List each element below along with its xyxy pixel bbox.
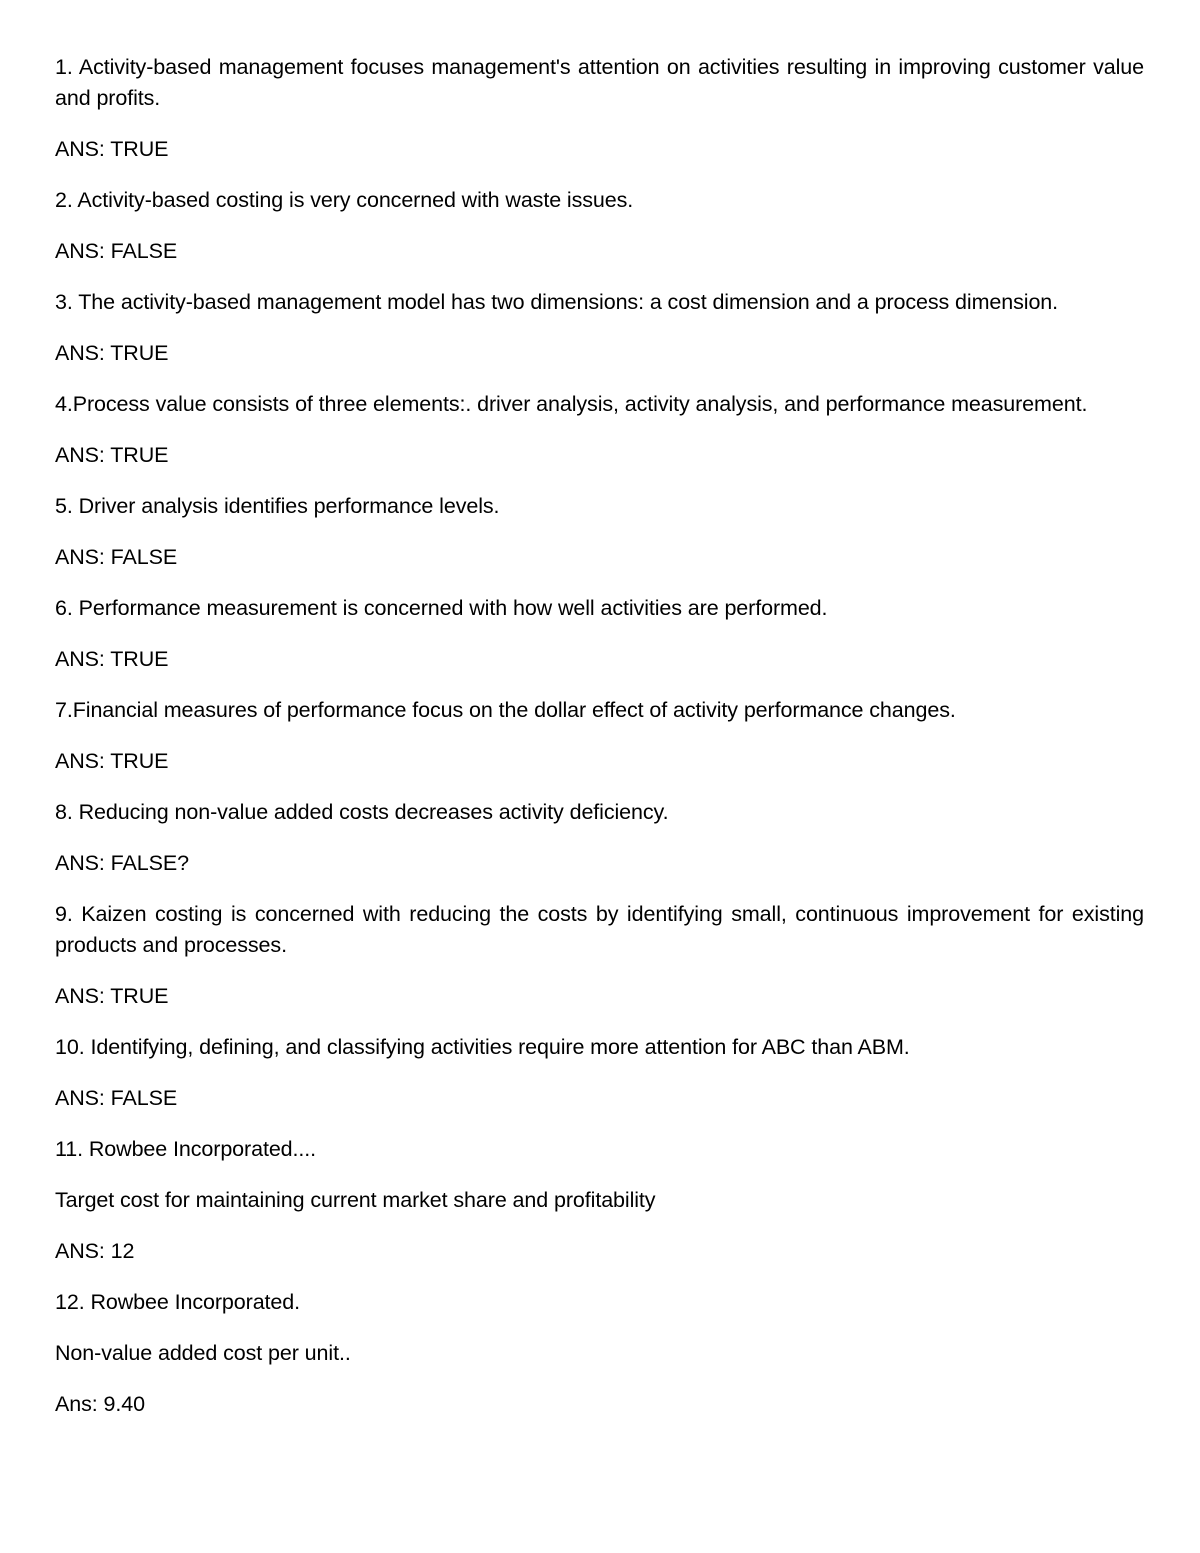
question-2: 2. Activity-based costing is very concerned with waste issues.: [55, 188, 634, 212]
question-8: 8. Reducing non-value added costs decreases activity deficiency.: [55, 800, 669, 824]
question-6: 6. Performance measurement is concerned with how well activities are performed.: [55, 596, 828, 620]
question-9: 9. Kaizen costing is concerned with reducing the costs by identifying small, continuous improvement for existing products and processes.: [55, 902, 1144, 957]
answer-9: ANS: TRUE: [55, 984, 169, 1008]
answer-3: ANS: TRUE: [55, 341, 169, 365]
document-page: [55, 52, 1144, 1440]
question-10: 10. Identifying, defining, and classifying activities require more attention for ABC than ABM.: [55, 1035, 910, 1059]
answer-12: Ans: 9.40: [55, 1392, 145, 1416]
answer-4: ANS: TRUE: [55, 443, 169, 467]
answer-8: ANS: FALSE?: [55, 851, 189, 875]
answer-6: ANS: TRUE: [55, 647, 169, 671]
question-12: 12. Rowbee Incorporated.: [55, 1290, 301, 1314]
question-11: 11. Rowbee Incorporated....: [55, 1137, 317, 1161]
answer-7: ANS: TRUE: [55, 749, 169, 773]
question-5: 5. Driver analysis identifies performance levels.: [55, 494, 500, 518]
question-12-detail: Non-value added cost per unit..: [55, 1341, 351, 1365]
answer-10: ANS: FALSE: [55, 1086, 178, 1110]
question-7: 7.Financial measures of performance focus on the dollar effect of activity performance changes.: [55, 698, 956, 722]
question-11-detail: Target cost for maintaining current market share and profitability: [55, 1188, 656, 1212]
question-1: 1. Activity-based management focuses management's attention on activities resulting in improving customer value and profits.: [55, 55, 1144, 110]
question-3: 3. The activity-based management model has two dimensions: a cost dimension and a process dimension.: [55, 290, 1059, 314]
answer-11: ANS: 12: [55, 1239, 135, 1263]
answer-2: ANS: FALSE: [55, 239, 178, 263]
answer-1: ANS: TRUE: [55, 137, 169, 161]
question-4: 4.Process value consists of three elements:. driver analysis, activity analysis, and performance measurement.: [55, 392, 1088, 416]
answer-5: ANS: FALSE: [55, 545, 178, 569]
